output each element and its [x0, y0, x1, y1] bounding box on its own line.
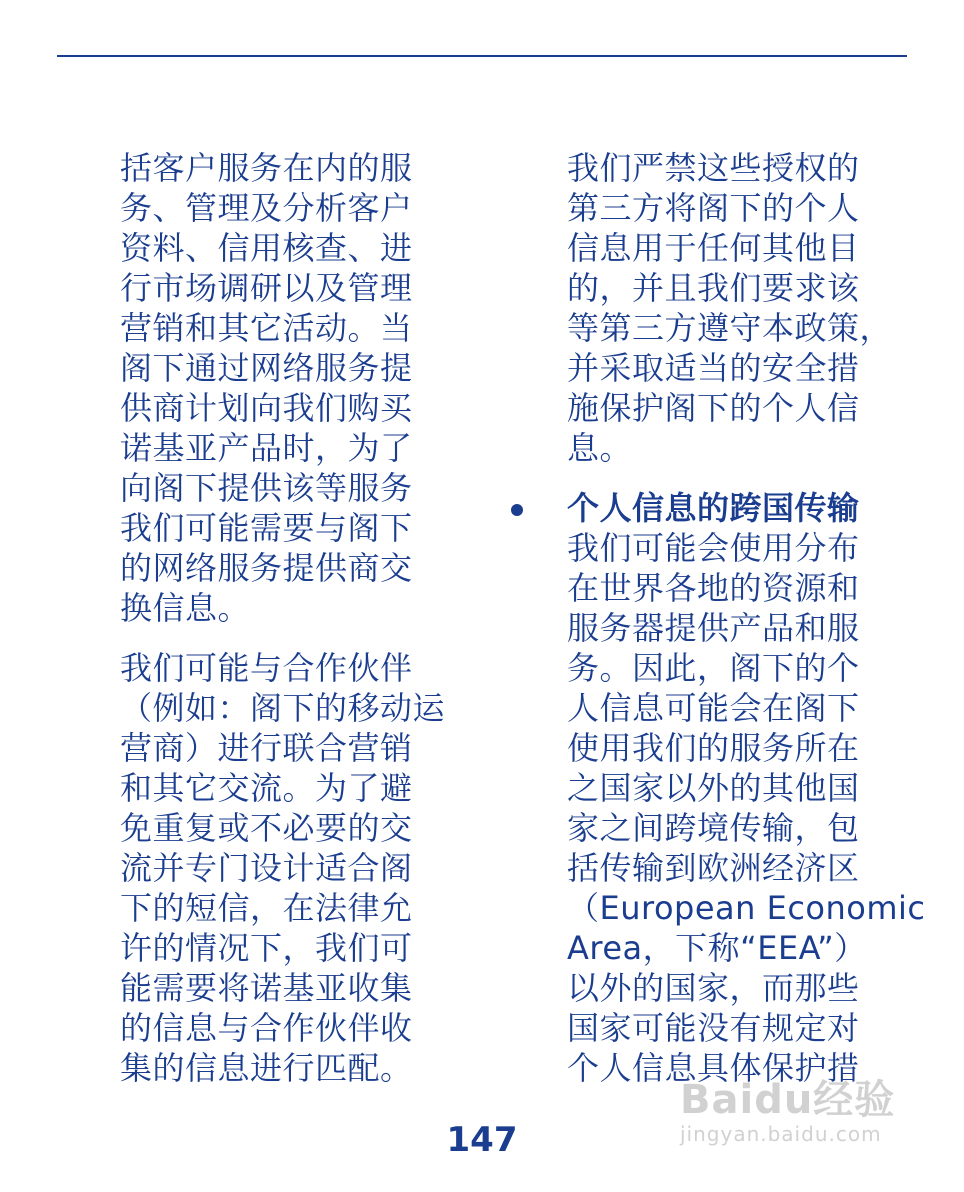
text-line: 向阁下提供该等服务 — [120, 469, 413, 507]
bullet-item-cross-border-transfer — [567, 488, 926, 1088]
left-paragraph-2 — [120, 648, 470, 1088]
text-line: 集的信息进行匹配。 — [120, 1049, 413, 1087]
text-line: 诺基亚产品时，为了 — [120, 429, 413, 467]
text-line: 个人信息具体保护措 — [567, 1049, 860, 1087]
text-line: 信息用于任何其他目 — [567, 229, 860, 267]
text-line: 下的短信，在法律允 — [120, 889, 413, 927]
text-line: 营商）进行联合营销 — [120, 729, 413, 767]
text-line: 家之间跨境传输，包 — [567, 809, 860, 847]
text-line: 息。 — [567, 429, 633, 467]
text-line: 营销和其它活动。当 — [120, 309, 413, 347]
text-line: Area，下称“EEA”） — [567, 929, 867, 967]
text-line: 我们可能需要与阁下 — [120, 509, 413, 547]
text-line: 免重复或不必要的交 — [120, 809, 413, 847]
text-line: 行市场调研以及管理 — [120, 269, 413, 307]
text-line: 我们可能会使用分布 — [567, 529, 860, 567]
bullet-icon — [511, 504, 523, 516]
text-line: 的网络服务提供商交 — [120, 549, 413, 587]
text-line: 人信息可能会在阁下 — [567, 689, 860, 727]
text-line: 我们严禁这些授权的 — [567, 149, 860, 187]
text-line: 资料、信用核查、进 — [120, 229, 413, 267]
text-line: 服务器提供产品和服 — [567, 609, 860, 647]
text-line: 施保护阁下的个人信 — [567, 389, 860, 427]
left-paragraph-1 — [120, 148, 470, 628]
text-line: 在世界各地的资源和 — [567, 569, 860, 607]
text-line: 我们可能与合作伙伴 — [120, 649, 413, 687]
text-line: （European Economic — [567, 889, 926, 927]
text-line: 等第三方遵守本政策， — [567, 309, 893, 347]
right-paragraph-1 — [567, 148, 907, 468]
text-line: 括客户服务在内的服 — [120, 149, 413, 187]
text-line: 务、管理及分析客户 — [120, 189, 413, 227]
text-line: 使用我们的服务所在 — [567, 729, 860, 767]
text-line: 国家可能没有规定对 — [567, 1009, 860, 1047]
text-line: 许的情况下，我们可 — [120, 929, 413, 967]
text-line: 换信息。 — [120, 589, 251, 627]
text-line: 第三方将阁下的个人 — [567, 189, 860, 227]
top-rule — [57, 55, 907, 57]
text-line: 的信息与合作伙伴收 — [120, 1009, 413, 1047]
left-column — [120, 148, 470, 1088]
paragraph-gap — [120, 628, 470, 648]
watermark-logo: Baidu经验 — [680, 1077, 896, 1123]
right-column — [567, 148, 926, 1088]
text-line: 阁下通过网络服务提 — [120, 349, 413, 387]
page-number: 147 — [446, 1120, 518, 1160]
text-line: 流并专门设计适合阁 — [120, 849, 413, 887]
text-line: 和其它交流。为了避 — [120, 769, 413, 807]
text-line: 以外的国家，而那些 — [567, 969, 860, 1007]
watermark-url: jingyan.baidu.com — [680, 1122, 882, 1146]
text-line: 务。因此，阁下的个 — [567, 649, 860, 687]
text-line: 供商计划向我们购买 — [120, 389, 413, 427]
text-line: 并采取适当的安全措 — [567, 349, 860, 387]
text-line: （例如：阁下的移动运 — [120, 689, 446, 727]
bullet-heading: 个人信息的跨国传输 — [567, 489, 860, 527]
text-line: 括传输到欧洲经济区 — [567, 849, 860, 887]
text-line: 之国家以外的其他国 — [567, 769, 860, 807]
paragraph-gap — [567, 468, 907, 488]
text-line: 能需要将诺基亚收集 — [120, 969, 413, 1007]
text-line: 的，并且我们要求该 — [567, 269, 860, 307]
